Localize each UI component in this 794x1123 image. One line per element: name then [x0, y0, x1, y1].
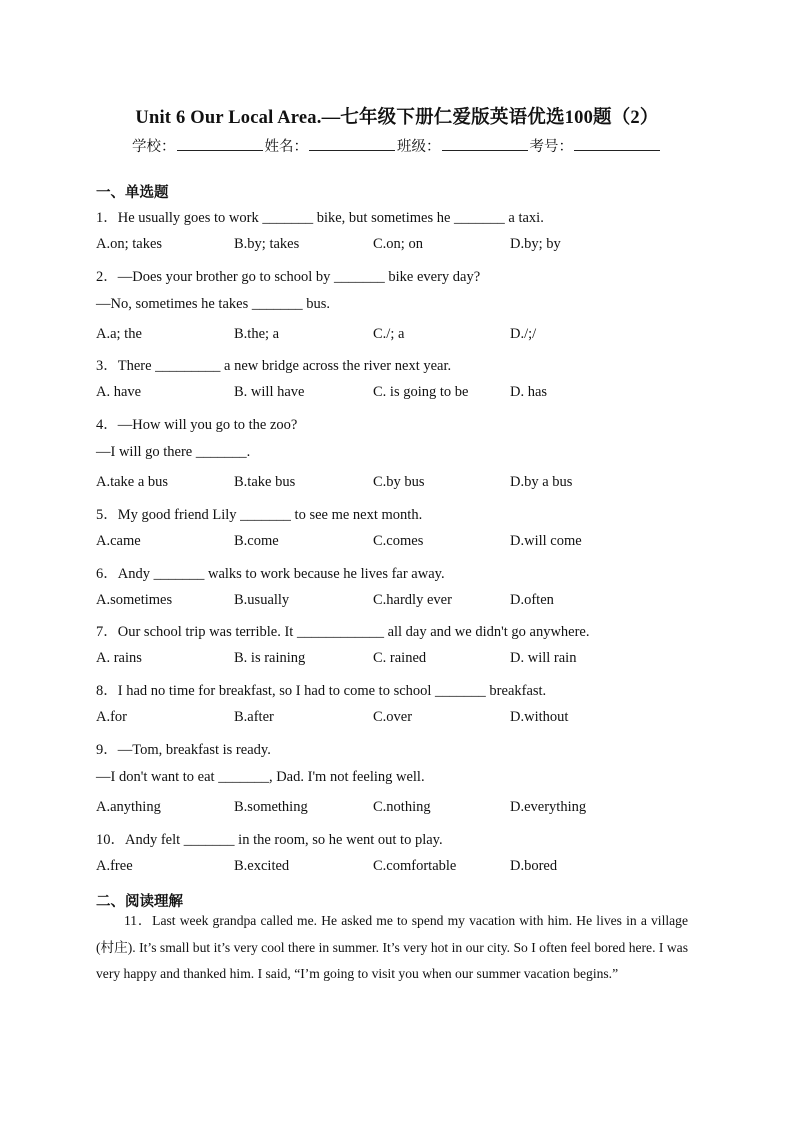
option-c[interactable]: C.on; on [373, 236, 423, 252]
question-9-line-1: 9．—Tom, breakfast is ready. [96, 742, 271, 758]
question-6-line-1: 6．Andy _______ walks to work because he lives far away. [96, 566, 445, 582]
question-10-line-1: 10．Andy felt _______ in the room, so he went out to play. [96, 832, 443, 848]
page-title: Unit 6 Our Local Area.—七年级下册仁爱版英语优选100题（2） [135, 108, 659, 128]
option-d[interactable]: D.often [510, 592, 554, 608]
option-b[interactable]: B. is raining [234, 650, 306, 666]
option-c[interactable]: C.nothing [373, 799, 431, 815]
student-info-line [0, 135, 794, 156]
option-d[interactable]: D. will rain [510, 650, 577, 666]
option-c[interactable]: C. rained [373, 650, 427, 666]
name-label: 姓名： [264, 139, 308, 155]
option-d[interactable]: D. has [510, 384, 548, 400]
option-a[interactable]: A. have [96, 384, 142, 400]
question-5-line-1: 5．My good friend Lily _______ to see me next month. [96, 507, 423, 523]
name-blank[interactable] [309, 138, 395, 151]
school-label: 学校： [132, 139, 176, 155]
section-heading-single-choice: 一、单选题 [96, 185, 169, 201]
option-c[interactable]: C.comes [373, 533, 424, 549]
option-c[interactable]: C.by bus [373, 474, 425, 490]
option-d[interactable]: D.by; by [510, 236, 561, 252]
option-c[interactable]: C.over [373, 709, 413, 725]
option-a[interactable]: A.came [96, 533, 141, 549]
option-c[interactable]: C./; a [373, 326, 405, 342]
option-c[interactable]: C.comfortable [373, 858, 457, 874]
option-d[interactable]: D.bored [510, 858, 558, 874]
class-blank[interactable] [442, 138, 528, 151]
question-4-line-2: —I will go there _______. [96, 444, 251, 460]
option-d[interactable]: D.will come [510, 533, 582, 549]
option-d[interactable]: D.without [510, 709, 569, 725]
option-b[interactable]: B.something [234, 799, 308, 815]
question-2-line-1: 2．—Does your brother go to school by _______ bike every day? [96, 269, 481, 285]
option-b[interactable]: B.the; a [234, 326, 280, 342]
question-9-line-2: —I don't want to eat _______, Dad. I'm not feeling well. [96, 769, 425, 785]
section-heading-reading: 二、阅读理解 [96, 894, 183, 910]
option-b[interactable]: B.usually [234, 592, 290, 608]
number-label: 考号： [529, 139, 573, 155]
question-3-line-1: 3．There _________ a new bridge across the river next year. [96, 358, 452, 374]
question-2-line-2: —No, sometimes he takes _______ bus. [96, 296, 330, 312]
question-4-line-1: 4．—How will you go to the zoo? [96, 417, 298, 433]
question-7-line-1: 7．Our school trip was terrible. It ____________ all day and we didn't go anywhere. [96, 624, 590, 640]
number-blank[interactable] [574, 138, 660, 151]
option-b[interactable]: B.come [234, 533, 279, 549]
option-a[interactable]: A. rains [96, 650, 142, 666]
option-a[interactable]: A.anything [96, 799, 161, 815]
option-b[interactable]: B.after [234, 709, 274, 725]
reading-passage: 11．Last week grandpa called me. He asked me to spend my vacation with him. He lives in a village (村庄). It’s small but it’s very cool there in summer. It’s very hot in our city. So I often feel bored here. I was very happy and thanked him. I said, “I’m going to visit you when our summer vacation begins.” [96, 913, 688, 981]
option-b[interactable]: B.excited [234, 858, 290, 874]
option-c[interactable]: C. is going to be [373, 384, 469, 400]
option-d[interactable]: D.everything [510, 799, 587, 815]
option-a[interactable]: A.a; the [96, 326, 142, 342]
question-1-line-1: 1．He usually goes to work _______ bike, but sometimes he _______ a taxi. [96, 210, 544, 226]
option-b[interactable]: B.by; takes [234, 236, 300, 252]
option-d[interactable]: D./;/ [510, 326, 537, 342]
option-a[interactable]: A.free [96, 858, 133, 874]
option-d[interactable]: D.by a bus [510, 474, 573, 490]
school-blank[interactable] [177, 138, 263, 151]
class-label: 班级： [397, 139, 441, 155]
option-a[interactable]: A.sometimes [96, 592, 173, 608]
option-a[interactable]: A.on; takes [96, 236, 163, 252]
option-b[interactable]: B. will have [234, 384, 305, 400]
option-a[interactable]: A.for [96, 709, 128, 725]
option-b[interactable]: B.take bus [234, 474, 296, 490]
option-a[interactable]: A.take a bus [96, 474, 169, 490]
option-c[interactable]: C.hardly ever [373, 592, 452, 608]
question-8-line-1: 8．I had no time for breakfast, so I had to come to school _______ breakfast. [96, 683, 547, 699]
